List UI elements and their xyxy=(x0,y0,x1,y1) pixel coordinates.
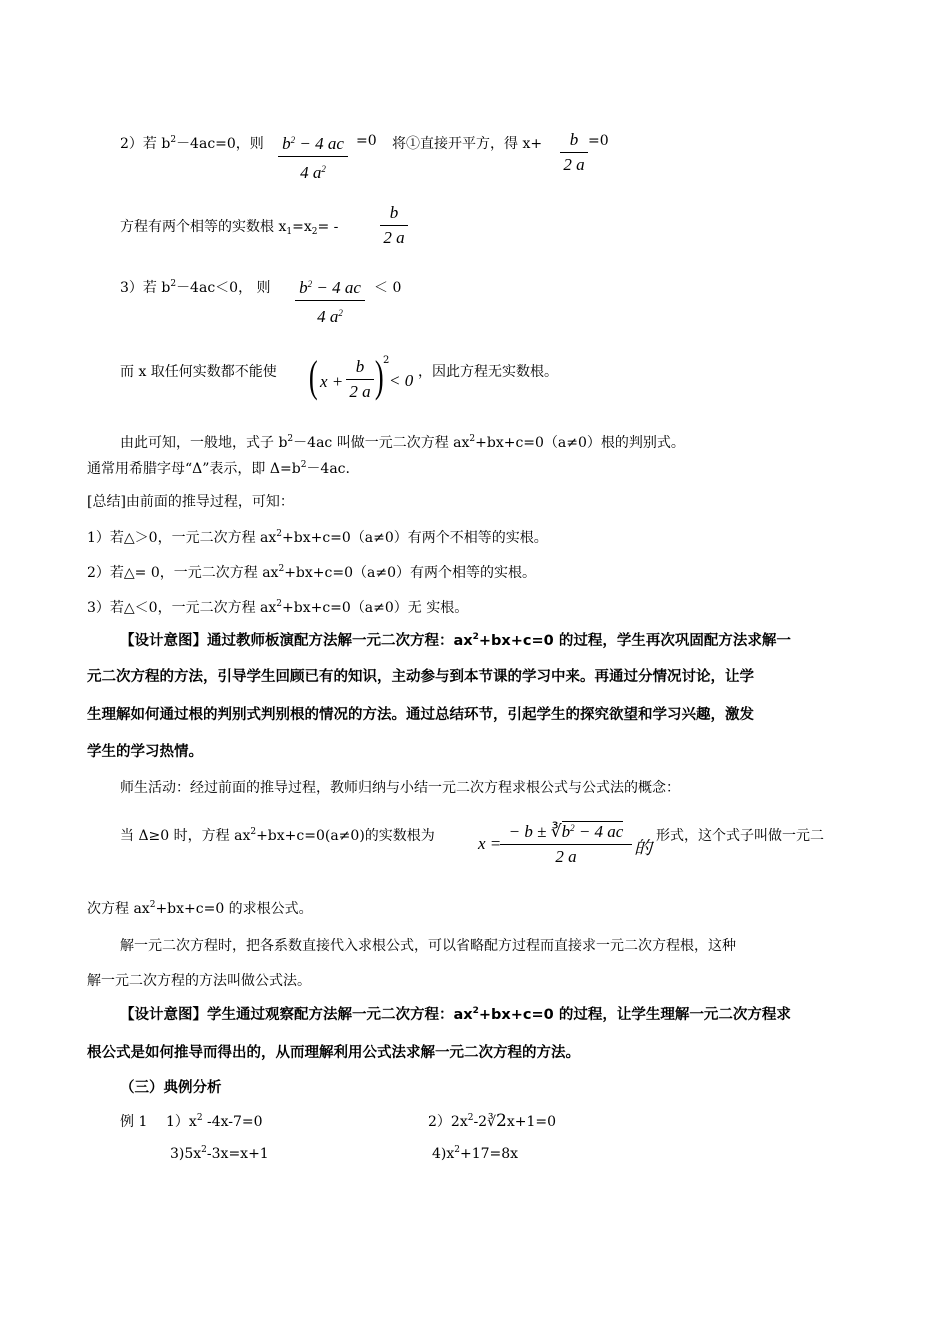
roots-equal-frac-num: b xyxy=(389,203,399,222)
roots-equal-fraction xyxy=(380,203,408,248)
case3-fraction xyxy=(295,274,365,327)
case2-fraction xyxy=(278,130,348,183)
case2-eq-zero2: =0 xyxy=(588,133,609,149)
example-q3: $3)5x^2-3x=x+1$ xyxy=(170,1145,269,1162)
case3-frac-den: 4 $a^2$ xyxy=(317,307,343,326)
no-root-tail: ，因此方程无实数根。 xyxy=(418,364,558,380)
design1-line4: 学生的学习热情。 xyxy=(87,744,203,760)
no-root-frac-num: b xyxy=(355,357,365,376)
case2-frac-num: $b^2 - 4$ ac xyxy=(282,134,344,153)
case2-fraction2 xyxy=(560,130,588,175)
case3-lt: ＜ 0 xyxy=(374,280,402,296)
case2-label: 2）若 $b^2-4ac=0$，则 xyxy=(120,135,264,152)
no-root-expr-x: x + xyxy=(320,372,344,391)
design2-line2: 根公式是如何推导而得出的，从而理解利用公式法求解一元二次方程的方法。 xyxy=(87,1045,580,1061)
left-paren: ( xyxy=(308,352,318,401)
quadratic-formula-fraction xyxy=(500,818,632,867)
summary-item3: 3）若△＜0，一元二次方程 $ax^2+bx+c=0(a\ne 0)$无 实根。 xyxy=(87,599,469,616)
design1-line1: 【设计意图】通过教师板演配方法解一元二次方程：$ax^2+bx+c=0$ 的过程，学生再次巩固配方法求解一 xyxy=(120,632,791,649)
formula-de: 的 xyxy=(634,838,652,858)
formula-pre: 当 Δ≥0 时，方程 $ax^2+bx+c=0(a\ne 0)$的实数根为 xyxy=(120,827,435,844)
case2-frac2-num: b xyxy=(569,130,579,149)
design1-line3: 生理解如何通过根的判别式判别根的情况的方法。通过总结环节，引起学生的探究欲望和学习兴趣，激发 xyxy=(87,707,754,723)
design1-line2: 元二次方程的方法，引导学生回顾已有的知识，主动参与到本节课的学习中来。再通过分情况讨论，让学 xyxy=(87,669,754,685)
example-label: 例 1 xyxy=(120,1114,148,1130)
summary-item1: 1）若△＞0，一元二次方程 $ax^2+bx+c=0(a\ne 0)$有两个不相等的实根。 xyxy=(87,529,548,546)
formula-x-eq: x = xyxy=(478,834,502,853)
example-q1: $1)x^2$ -4x-7=0 xyxy=(166,1113,263,1130)
formula-line2: 次方程 $ax^2+bx+c=0$ 的求根公式。 xyxy=(87,900,313,917)
right-paren: ) xyxy=(374,352,384,401)
formula-den: 2 a xyxy=(555,847,577,866)
no-root-lt-zero: < 0 xyxy=(389,371,414,390)
summary-item2: 2）若△= 0，一元二次方程 $ax^2+bx+c=0(a\ne 0)$有两个相等的实根。 xyxy=(87,564,536,581)
case2-frac-den: 4 $a^2$ xyxy=(300,163,326,182)
no-root-fraction xyxy=(346,357,374,402)
case3-frac-num: $b^2 - 4$ ac xyxy=(299,278,361,297)
example-q2: $2)2x^2-2∛2x+1=0$ xyxy=(428,1111,557,1131)
case2-text2: 将①直接开平方，得 x+ xyxy=(392,136,543,152)
square-exponent: 2 xyxy=(383,355,390,366)
case2-eq-zero: =0 xyxy=(356,133,377,149)
formula-num: − $b \pm ∛b^2 - 4$ ac xyxy=(508,822,624,841)
para1-line1: 由此可知，一般地，式子 $b^2-4ac$ 叫做一元二次方程 $ax^2+bx+c=0(a\ne 0)$根的判别式。 xyxy=(120,434,685,451)
case3-label: 3）若 $b^2-4ac<0$， 则 xyxy=(120,279,271,296)
roots-equal-frac-den: 2 a xyxy=(383,228,405,247)
case2-frac2-den: 2 a xyxy=(563,155,585,174)
method-line1: 解一元二次方程时，把各系数直接代入求根公式，可以省略配方过程而直接求一元二次方程根，这种 xyxy=(120,938,736,954)
no-root-frac-den: 2 a xyxy=(349,382,371,401)
example-q4: $4)x^2+17=8x$ xyxy=(432,1145,519,1162)
activity-text: 师生活动：经过前面的推导过程，教师归纳与小结一元二次方程求根公式与公式法的概念： xyxy=(120,780,680,796)
summary-title: [总结]由前面的推导过程，可知： xyxy=(87,494,294,510)
para1-line2: 通常用希腊字母“Δ”表示，即 $\Delta=b^2-4ac$. xyxy=(87,460,350,477)
section3-title: （三）典例分析 xyxy=(120,1080,222,1096)
no-root-text: 而 x 取任何实数都不能使 xyxy=(120,364,277,380)
method-line2: 解一元二次方程的方法叫做公式法。 xyxy=(87,973,311,989)
roots-equal-text: 方程有两个相等的实数根 $x_1=x_2=$ - xyxy=(120,219,339,237)
formula-post: 形式，这个式子叫做一元二 xyxy=(656,828,824,844)
design2-line1: 【设计意图】学生通过观察配方法解一元二次方程：$ax^2+bx+c=0$ 的过程，让学生理解一元二次方程求 xyxy=(120,1006,791,1023)
